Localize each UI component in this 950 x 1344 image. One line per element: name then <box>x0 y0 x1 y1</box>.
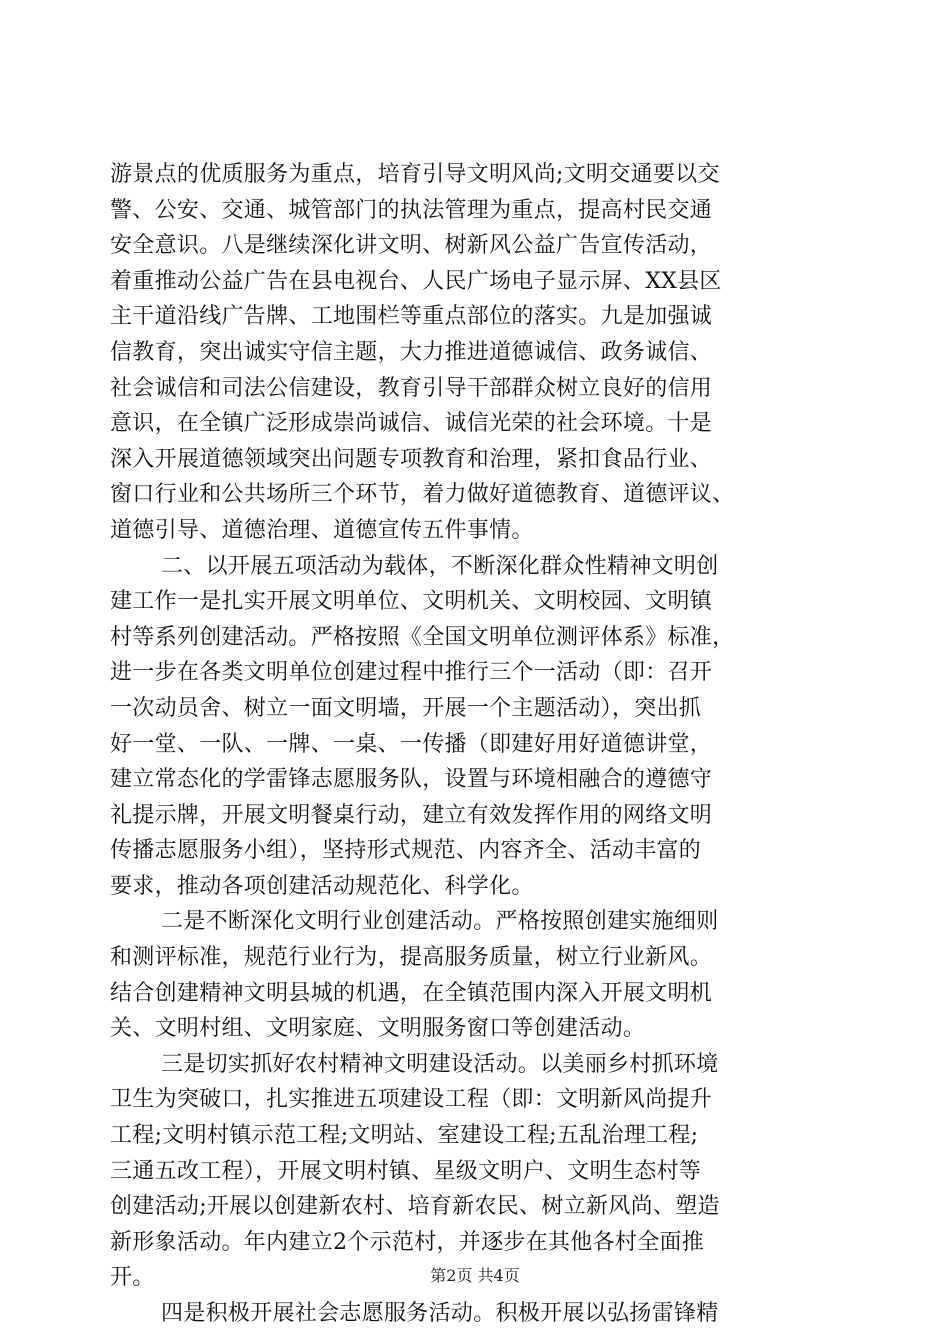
text-line: 窗口行业和公共场所三个环节，着力做好道德教育、道德评议、 <box>110 482 735 508</box>
text-line: 传播志愿服务小组），坚持形式规范、内容齐全、活动丰富的 <box>110 838 702 864</box>
text-line: 一次动员舍、树立一面文明墙，开展一个主题活动），突出抓 <box>110 695 702 721</box>
body-text <box>110 157 855 1332</box>
paragraph-start-line: 二、以开展五项活动为载体，不断深化群众性精神文明创 <box>161 553 719 579</box>
text-line: 三通五改工程），开展文明村镇、星级文明户、文明生态村等 <box>110 1158 702 1184</box>
text-line: 社会诚信和司法公信建设，教育引导干部群众树立良好的信用 <box>110 375 713 401</box>
text-line: 工程;文明村镇示范工程;文明站、室建设工程;五乱治理工程; <box>110 1123 699 1149</box>
text-line: 主干道沿线广告牌、工地围栏等重点部位的落实。九是加强诚 <box>110 304 713 330</box>
text-line: 进一步在各类文明单位创建过程中推行三个一活动（即：召开 <box>110 660 713 686</box>
text-line: 关、文明村组、文明家庭、文明服务窗口等创建活动。 <box>110 1016 646 1042</box>
text-line: 建工作一是扎实开展文明单位、文明机关、文明校园、文明镇 <box>110 589 713 615</box>
text-line: 警、公安、交通、城管部门的执法管理为重点，提高村民交通 <box>110 197 713 223</box>
text-line: 开。 <box>110 1265 155 1291</box>
text-line: 村等系列创建活动。严格按照《全国文明单位测评体系》标准， <box>110 624 735 650</box>
paragraph-start-line: 二是不断深化文明行业创建活动。严格按照创建实施细则 <box>161 909 719 935</box>
paragraph-start-line: 三是切实抓好农村精神文明建设活动。以美丽乡村抓环境 <box>161 1051 719 1077</box>
text-line: 新形象活动。年内建立2个示范村，并逐步在其他各村全面推 <box>110 1229 705 1255</box>
text-line: 要求，推动各项创建活动规范化、科学化。 <box>110 873 534 899</box>
text-line: 好一堂、一队、一牌、一桌、一传播（即建好用好道德讲堂， <box>110 731 713 757</box>
text-line: 安全意识。八是继续深化讲文明、树新风公益广告宣传活动， <box>110 233 713 259</box>
text-line: 信教育，突出诚实守信主题，大力推进道德诚信、政务诚信、 <box>110 339 713 365</box>
text-line: 着重推动公益广告在县电视台、人民广场电子显示屏、XX县区 <box>110 268 722 294</box>
text-line: 道德引导、道德治理、道德宣传五件事情。 <box>110 517 534 543</box>
text-line: 意识，在全镇广泛形成崇尚诚信、诚信光荣的社会环境。十是 <box>110 411 713 437</box>
text-line: 游景点的优质服务为重点，培育引导文明风尚;文明交通要以交 <box>110 162 720 187</box>
page-footer <box>0 1266 950 1286</box>
text-line: 创建活动;开展以创建新农村、培育新农民、树立新风尚、塑造 <box>110 1194 720 1220</box>
page-number-label: 第2页 共4页 <box>430 1266 520 1285</box>
text-line: 深入开展道德领域突出问题专项教育和治理，紧扣食品行业、 <box>110 446 713 472</box>
text-line: 礼提示牌，开展文明餐桌行动，建立有效发挥作用的网络文明 <box>110 802 713 828</box>
paragraph-start-line: 四是积极开展社会志愿服务活动。积极开展以弘扬雷锋精 <box>161 1301 719 1326</box>
text-line: 卫生为突破口，扎实推进五项建设工程（即：文明新风尚提升 <box>110 1087 713 1113</box>
text-line: 和测评标准，规范行业行为，提高服务质量，树立行业新风。 <box>110 945 713 971</box>
text-line: 建立常态化的学雷锋志愿服务队，设置与环境相融合的遵德守 <box>110 767 713 793</box>
text-line: 结合创建精神文明县城的机遇，在全镇范围内深入开展文明机 <box>110 980 713 1006</box>
